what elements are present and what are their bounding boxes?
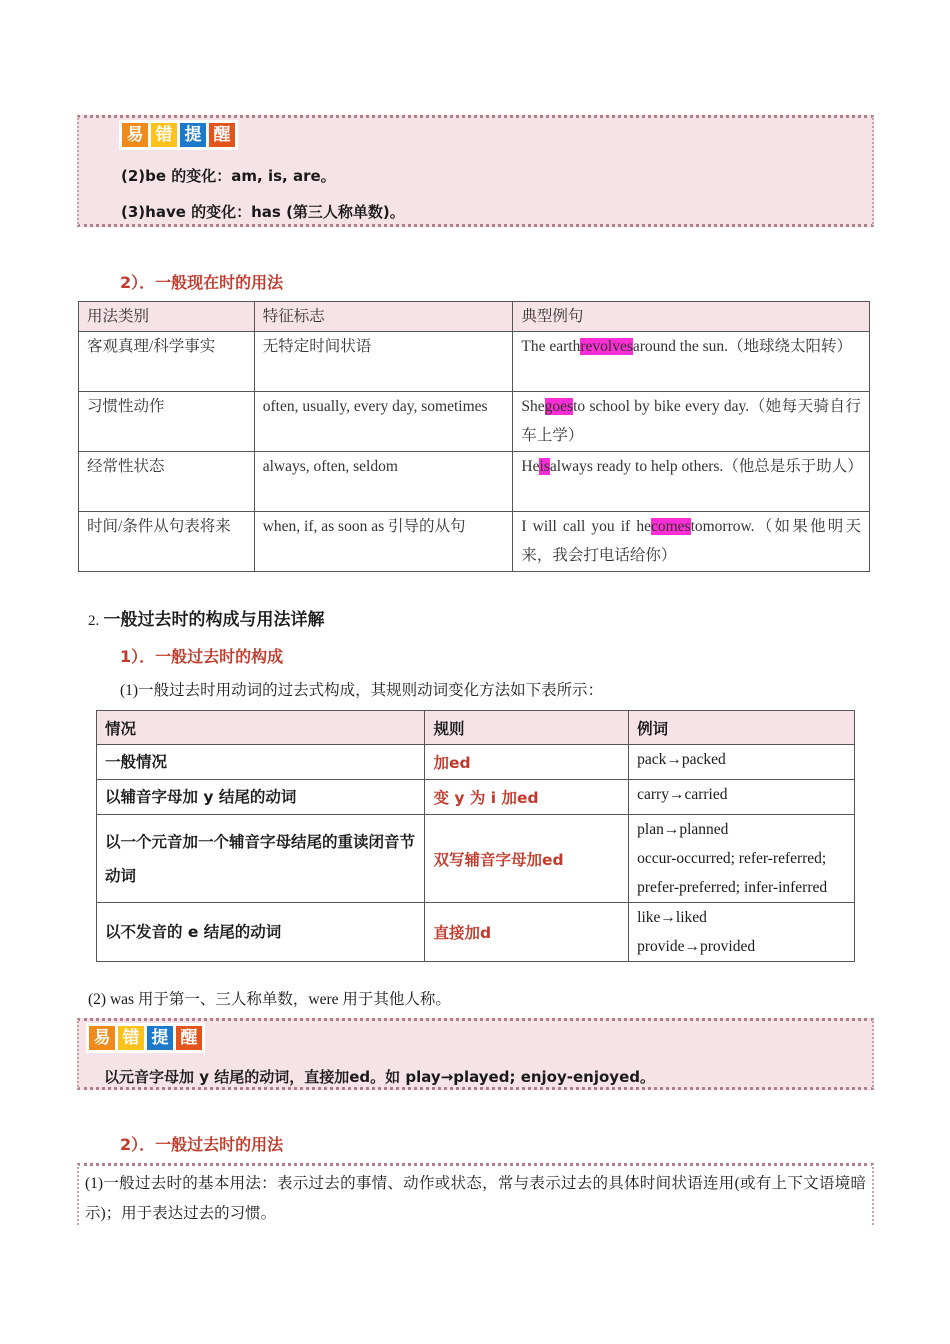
example-text: always ready to help others.（他总是乐于助人）: [549, 458, 863, 475]
section-number: 2.: [88, 613, 100, 629]
usage-category: 经常性状态: [79, 452, 255, 512]
example-cell: [629, 815, 855, 903]
example-word: carry→carried: [637, 786, 728, 803]
table-header: 典型例句: [513, 302, 870, 332]
rule-cell: 变 y 为 i 加ed: [425, 780, 629, 815]
usage-marker: always, often, seldom: [254, 452, 513, 512]
example-text: She: [521, 398, 545, 415]
table-header: 例词: [629, 711, 855, 745]
usage-marker: 无特定时间状语: [254, 332, 513, 392]
badge-char: 错: [118, 1026, 144, 1050]
table-row: [97, 745, 855, 780]
table-row: [97, 815, 855, 903]
highlighted-verb: goes: [544, 398, 574, 415]
tip1-line1: (2)be 的变化：am, is, are。: [121, 167, 336, 185]
tip-badge-2: [86, 1023, 205, 1053]
situation-cell: 以不发音的 e 结尾的动词: [97, 903, 425, 962]
highlighted-verb: comes: [650, 518, 691, 535]
table-header: 情况: [97, 711, 425, 745]
usage-marker: when, if, as soon as 引导的从句: [254, 512, 513, 572]
usage-example: [513, 392, 870, 452]
table-row: [79, 452, 870, 512]
section-title: 一般过去时的构成与用法详解: [103, 610, 325, 630]
section-2-heading: [88, 605, 325, 630]
past-form-intro: (1)一般过去时用动词的过去式构成，其规则动词变化方法如下表所示：: [120, 682, 604, 699]
example-text: around the sun.（地球绕太阳转）: [632, 338, 852, 355]
example-cell: [629, 745, 855, 780]
example-text: to school by bike every day.（她每天骑自行车上学）: [521, 398, 861, 444]
situation-cell: 以一个元音加一个辅音字母结尾的重读闭音节动词: [97, 815, 425, 903]
tip2-line1: 以元音字母加 y 结尾的动词，直接加ed。如 play→played; enjoy-enjoyed。: [104, 1068, 655, 1086]
table-row: [79, 392, 870, 452]
section-heading-present-usage: 2）．一般现在时的用法: [120, 273, 284, 292]
badge-char: 易: [122, 123, 148, 147]
example-word: occur-occurred; refer-referred;: [637, 850, 827, 867]
table-header: 用法类别: [79, 302, 255, 332]
rule-cell: 加ed: [425, 745, 629, 780]
present-usage-table: [78, 301, 870, 572]
rule-cell: 直接加d: [425, 903, 629, 962]
tip1-line2: (3)have 的变化：has (第三人称单数)。: [121, 203, 405, 221]
example-cell: [629, 780, 855, 815]
example-word: prefer-preferred; infer-inferred: [637, 879, 828, 896]
badge-char: 提: [180, 123, 206, 147]
past-usage-box: [77, 1163, 874, 1225]
example-text: I will call you if he: [521, 518, 651, 535]
subheading-past-usage: 2）．一般过去时的用法: [120, 1135, 284, 1154]
badge-char: 错: [151, 123, 177, 147]
table-header-row: [79, 302, 870, 332]
example-word: provide→provided: [637, 938, 756, 955]
highlighted-verb: is: [539, 458, 550, 475]
highlighted-verb: revolves: [580, 338, 633, 355]
badge-char: 醒: [209, 123, 235, 147]
example-word: pack→packed: [637, 751, 726, 768]
table-row: [97, 780, 855, 815]
table-header: 规则: [425, 711, 629, 745]
badge-char: 易: [89, 1026, 115, 1050]
was-were-note: (2) was 用于第一、三人称单数，were 用于其他人称。: [88, 991, 451, 1008]
usage-example: [513, 332, 870, 392]
usage-category: 客观真理/科学事实: [79, 332, 255, 392]
badge-char: 醒: [176, 1026, 202, 1050]
example-text: He: [521, 458, 540, 475]
usage-example: [513, 452, 870, 512]
usage-marker: often, usually, every day, sometimes: [254, 392, 513, 452]
table-header-row: [97, 711, 855, 745]
usage-category: 时间/条件从句表将来: [79, 512, 255, 572]
usage-category: 习惯性动作: [79, 392, 255, 452]
usage-example: [513, 512, 870, 572]
example-word: plan→planned: [637, 821, 729, 838]
example-text: tomorrow.（如果他明天来，我会打电话给你）: [521, 518, 861, 564]
tip-badge-1: [119, 120, 238, 150]
table-row: [97, 903, 855, 962]
example-cell: [629, 903, 855, 962]
subheading-past-form: 1）．一般过去时的构成: [120, 647, 284, 666]
table-header: 特征标志: [254, 302, 513, 332]
past-tense-rules-table: [96, 710, 855, 962]
badge-char: 提: [147, 1026, 173, 1050]
situation-cell: 以辅音字母加 y 结尾的动词: [97, 780, 425, 815]
example-word: like→liked: [637, 909, 707, 926]
past-usage-text: (1)一般过去时的基本用法：表示过去的事情、动作或状态，常与表示过去的具体时间状语连用(或有上下文语境暗示)；用于表达过去的习惯。: [85, 1175, 866, 1222]
table-row: [79, 512, 870, 572]
example-text: The earth: [521, 338, 581, 355]
table-row: [79, 332, 870, 392]
rule-cell: 双写辅音字母加ed: [425, 815, 629, 903]
situation-cell: 一般情况: [97, 745, 425, 780]
